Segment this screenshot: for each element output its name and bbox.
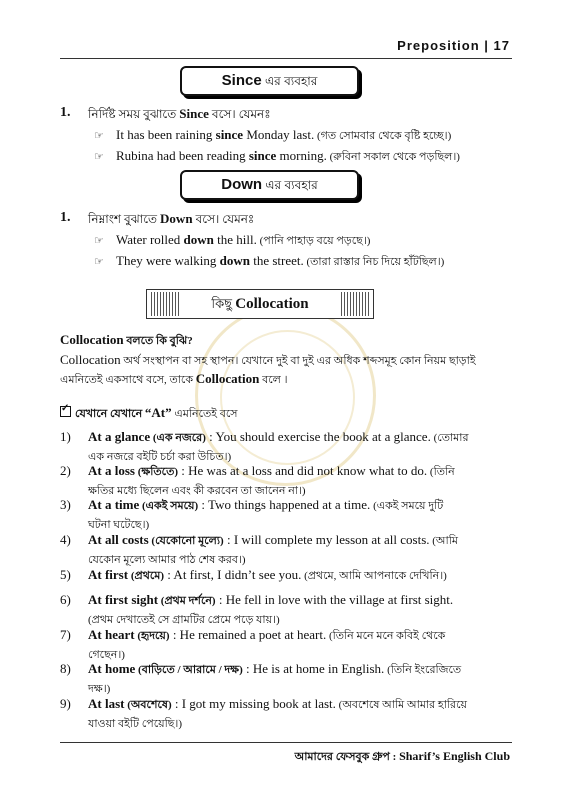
example-keyword: down xyxy=(183,232,214,247)
item-sentence: : Two things happened at a time. xyxy=(198,497,371,512)
down-example-1 xyxy=(94,232,370,251)
example-text-pre: Rubina had been reading xyxy=(116,148,249,163)
item-phrase-bn: (এক নজরে) xyxy=(150,432,206,444)
since-rule-intro xyxy=(88,106,271,126)
example-text-pre: It has been raining xyxy=(116,127,216,142)
item-phrase: At home xyxy=(88,661,136,676)
example-text-post: morning. xyxy=(276,148,327,163)
definition-line2-start: এমনিতেই একসাথে বসে, তাকে xyxy=(60,374,196,386)
item-phrase: At first xyxy=(88,567,129,582)
item-translation: (তিনি মনে মনে কবিই থেকে xyxy=(326,630,446,642)
pointing-hand-icon: ☞ xyxy=(94,130,104,142)
item-number: 9) xyxy=(60,696,71,711)
list-item xyxy=(60,566,510,585)
item-translation-cont: ক্ষতির মধ্যে ছিলেন এবং কী করবেন তা জানেন না।) xyxy=(88,485,306,497)
left-hatch-decoration xyxy=(151,292,179,316)
collocation-heading xyxy=(183,290,337,318)
list-item xyxy=(60,531,510,569)
item-sentence: : I will complete my lesson at all costs. xyxy=(223,532,430,547)
item-number: 4) xyxy=(60,532,71,547)
item-phrase-bn: (ক্ষতিতে) xyxy=(134,466,179,478)
item-phrase: At first sight xyxy=(88,592,159,607)
since-rule-number: 1. xyxy=(60,105,71,120)
collocation-heading-en: Collocation xyxy=(235,296,309,312)
checkbox-icon xyxy=(60,406,71,417)
item-translation: (তিনি xyxy=(427,466,455,478)
at-section-heading xyxy=(60,405,238,424)
pointing-hand-icon: ☞ xyxy=(94,256,104,268)
item-number: 5) xyxy=(60,567,71,582)
example-translation: (তারা রাস্তার নিচ দিয়ে হাঁটছিল।) xyxy=(303,256,445,268)
down-heading-bn: এর ব্যবহার xyxy=(262,178,318,192)
item-phrase-bn: (হৃদয়ে) xyxy=(134,630,170,642)
example-keyword: since xyxy=(215,127,244,142)
collocation-question-en: Collocation xyxy=(60,332,124,347)
item-number: 7) xyxy=(60,627,71,642)
collocation-question-bn: বলতে কি বুঝি? xyxy=(123,335,193,347)
since-heading-en: Since xyxy=(221,72,262,89)
example-keyword: down xyxy=(219,253,250,268)
list-item xyxy=(60,496,510,534)
item-phrase-bn: (একই সময়ে) xyxy=(139,500,199,512)
item-phrase-bn: (বাড়িতে / আরামে / দক্ষ) xyxy=(135,664,243,676)
item-phrase: At heart xyxy=(88,627,135,642)
collocation-question xyxy=(60,331,510,350)
at-heading-bn2: এমনিতেই বসে xyxy=(171,408,238,420)
since-intro-bn2: বসে। যেমনঃ xyxy=(208,107,271,121)
list-item xyxy=(60,591,510,629)
item-sentence: : You should exercise the book at a glance. xyxy=(205,429,431,444)
item-phrase-bn: (যেকোনো মূল্যে) xyxy=(148,535,224,547)
definition-line2-end: বলে । xyxy=(259,374,288,386)
item-body xyxy=(88,626,510,664)
footer-divider xyxy=(60,742,512,743)
example-translation: (রুবিনা সকাল থেকে পড়ছিল।) xyxy=(326,151,460,163)
item-translation: (একই সময়ে দুটি xyxy=(370,500,444,512)
item-phrase-bn: (অবশেষে) xyxy=(124,699,172,711)
item-sentence: : I got my missing book at last. xyxy=(171,696,336,711)
footer-bn: আমাদের ফেসবুক গ্রুপ : xyxy=(294,751,400,763)
item-translation: (প্রথমে, আমি আপনাকে দেখিনি।) xyxy=(301,570,447,582)
item-body xyxy=(88,660,510,698)
item-sentence: : He is at home in English. xyxy=(242,661,385,676)
item-body xyxy=(88,462,510,500)
list-item xyxy=(60,462,510,500)
item-translation-cont: ঘটনা ঘটেছে।) xyxy=(88,519,150,531)
item-phrase: At a time xyxy=(88,497,140,512)
item-translation: (তিনি ইংরেজিতে xyxy=(384,664,462,676)
down-rule-number: 1. xyxy=(60,210,71,225)
example-text-pre: Water rolled xyxy=(116,232,184,247)
item-sentence: : He was at a loss and did not know what to do. xyxy=(178,463,428,478)
item-phrase-bn: (প্রথম দর্শনে) xyxy=(158,595,216,607)
pointing-hand-icon: ☞ xyxy=(94,235,104,247)
definition-line1: অর্থ সংস্থাপন বা সহ স্থাপন। যেখানে দুই বা দুই এর অধিক শব্দসমূহ কোন নিয়ম ছাড়াই xyxy=(120,355,476,367)
example-keyword: since xyxy=(248,148,277,163)
item-number: 6) xyxy=(60,592,71,607)
item-translation-cont: দক্ষ।) xyxy=(88,683,111,695)
page-header: Preposition | 17 xyxy=(397,38,510,53)
down-intro-bn2: বসে। যেমনঃ xyxy=(192,212,255,226)
item-phrase: At all costs xyxy=(88,532,149,547)
item-translation: (আমি xyxy=(429,535,459,547)
list-item xyxy=(60,626,510,664)
since-heading-box xyxy=(180,66,359,96)
collocation-definition xyxy=(60,351,510,389)
example-text-pre: They were walking xyxy=(116,253,220,268)
example-text-post: Monday last. xyxy=(243,127,315,142)
item-translation: (অবশেষে আমি আমার হারিয়ে xyxy=(335,699,467,711)
item-translation-cont: যেকোন মূল্যে আমার পাঠ শেষ করব।) xyxy=(88,554,246,566)
example-text-post: the hill. xyxy=(213,232,257,247)
since-heading-bn: এর ব্যবহার xyxy=(261,74,318,88)
item-number: 8) xyxy=(60,661,71,676)
definition-term: Collocation xyxy=(60,352,121,367)
down-heading-box xyxy=(180,170,359,200)
item-phrase: At a glance xyxy=(88,429,151,444)
example-text-post: the street. xyxy=(249,253,304,268)
collocation-heading-box xyxy=(146,289,374,319)
item-body xyxy=(88,531,510,569)
item-translation-cont: যাওয়া বইটি পেয়েছি।) xyxy=(88,718,183,730)
item-phrase: At last xyxy=(88,696,125,711)
right-hatch-decoration xyxy=(341,292,369,316)
item-sentence: : He fell in love with the village at first sight. xyxy=(215,592,454,607)
at-heading-en: “At” xyxy=(144,405,172,420)
item-body xyxy=(88,428,510,466)
item-phrase: At a loss xyxy=(88,463,135,478)
item-body xyxy=(88,496,510,534)
item-body xyxy=(88,566,510,585)
item-translation-cont: গেছেন।) xyxy=(88,649,125,661)
item-number: 2) xyxy=(60,463,71,478)
item-body xyxy=(88,695,510,733)
collocation-heading-bn: কিছু xyxy=(211,296,236,311)
down-intro-bn1: নিম্নাংশ বুঝাতে xyxy=(88,212,161,226)
item-number: 1) xyxy=(60,429,71,444)
item-translation-cont: (প্রথম দেখাতেই সে গ্রামটির প্রেমে পড়ে যায়।) xyxy=(88,614,280,626)
item-number: 3) xyxy=(60,497,71,512)
since-intro-en: Since xyxy=(179,106,209,121)
since-example-1 xyxy=(94,127,451,146)
header-divider xyxy=(60,58,512,59)
down-rule-intro xyxy=(88,211,254,231)
down-heading-en: Down xyxy=(221,176,263,193)
pointing-hand-icon: ☞ xyxy=(94,151,104,163)
page-footer xyxy=(60,748,510,767)
since-intro-bn1: নির্দিষ্ট সময় বুঝাতে xyxy=(88,107,180,121)
item-phrase-bn: (প্রথমে) xyxy=(128,570,165,582)
item-translation-cont: এক নজরে বইটি চর্চা করা উচিত।) xyxy=(88,451,232,463)
item-sentence: : He remained a poet at heart. xyxy=(169,627,327,642)
item-body xyxy=(88,591,510,629)
at-heading-bn1: যেখানে যেখানে xyxy=(75,408,145,420)
list-item xyxy=(60,660,510,698)
list-item xyxy=(60,695,510,733)
since-example-2 xyxy=(94,148,460,167)
item-sentence: : At first, I didn’t see you. xyxy=(164,567,302,582)
example-translation: (পানি পাহাড় বয়ে পড়ছে।) xyxy=(256,235,371,247)
footer-club-name: Sharif’s English Club xyxy=(399,749,510,763)
item-translation: (তোমার xyxy=(430,432,469,444)
list-item xyxy=(60,428,510,466)
example-translation: (গত সোমবার থেকে বৃষ্টি হচ্ছে।) xyxy=(314,130,452,142)
definition-line2-term: Collocation xyxy=(195,371,260,386)
down-example-2 xyxy=(94,253,444,272)
down-intro-en: Down xyxy=(160,211,193,226)
